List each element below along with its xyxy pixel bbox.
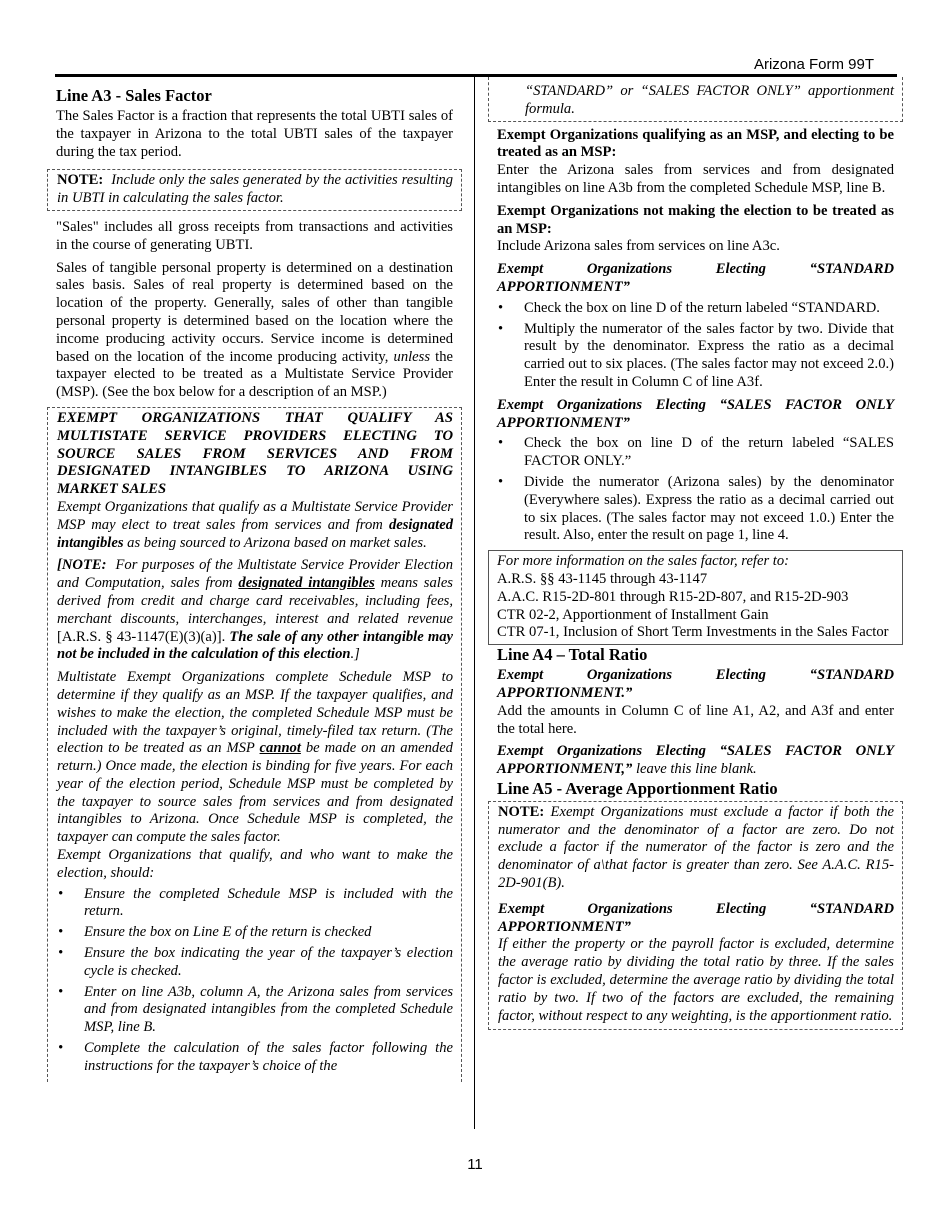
msp-p2-a: For purposes of the Multistate Service Provider Election and Computation, sales from: [57, 557, 453, 592]
info-ref: A.A.C. R15-2D-801 through R15-2D-807, and R15-2D-903: [497, 588, 849, 605]
info-box: [488, 550, 903, 645]
tangible-unless: unless: [393, 348, 430, 365]
msp-p3-b: be made on an amended return.) Once made, the election is binding for five years. For each year of the election period, Schedule MSP must be completed by the taxpayer to source sales from services and from designated intangibles to Arizona. Once Schedule MSP is completed, the taxpayer can compute the sales factor.: [57, 740, 453, 846]
line-a3-heading: Line A3 - Sales Factor: [56, 86, 212, 105]
msp-p1: [57, 499, 453, 552]
msp-p2-label: [NOTE:: [57, 557, 107, 574]
a5-note-label: NOTE:: [498, 803, 545, 820]
msp-bullet: • Ensure the completed Schedule MSP is included with the return.: [57, 886, 453, 922]
msp-p1-b: as being sourced to Arizona based on market sales.: [127, 534, 427, 551]
msp-box: [47, 407, 462, 1082]
column-divider: [474, 77, 475, 1129]
note-label: NOTE:: [57, 172, 104, 189]
msp-bullet-list: [57, 886, 453, 1076]
msp-not-heading: Exempt Organizations not making the election to be treated as an MSP:: [497, 202, 894, 237]
line-a5-heading: Line A5 - Average Apportionment Ratio: [497, 778, 778, 798]
std-bullet-list: [497, 300, 894, 392]
form-title: Arizona Form 99T: [753, 56, 874, 73]
note-text: Include only the sales generated by the activities resulting in UBTI in calculating the sales factor.: [57, 172, 454, 207]
msp-p2: [57, 557, 453, 664]
a4-sfo-text: leave this line blank.: [635, 761, 757, 778]
msp-bullet: • Enter on line A3b, column A, the Arizona sales from services and from designated intangibles from the completed Schedule MSP, line B.: [57, 984, 453, 1037]
a4-std-heading: Exempt Organizations Electing “STANDARD APPORTIONMENT.”: [497, 667, 894, 701]
a5-note-text: Exempt Organizations must exclude a factor if both the numerator and the denominator of a factor are zero. Do not exclude a factor if the numerator of the factor is zero and the denominator of a\that factor is greater than zero. See A.A.C. R15-2D-901(B).: [498, 803, 894, 892]
sfo-bullet: • Check the box on line D of the return labeled “SALES FACTOR ONLY.”: [497, 435, 894, 471]
msp-not-text: Include Arizona sales from services on line A3c.: [497, 238, 780, 255]
msp-p2-cite: [A.R.S. § 43-1147(E)(3)(a)].: [57, 628, 226, 645]
a4-sfo: [497, 743, 894, 779]
a5-std-text: If either the property or the payroll factor is excluded, determine the average ratio by dividing the total ratio by three. If the sales factor is excluded, determine the average ratio by dividing the total ratio by two. If two of the factors are excluded, the remaining factor, without respect to any weighting, is the apportionment ratio.: [498, 936, 894, 1024]
msp-p2-b: means sales derived from credit and charge card receivables, including fees, merchant discounts, interchanges, interest and related revenue: [57, 575, 453, 627]
msp-p2-bold: The sale of any other intangible may not be included in the calculation of this election: [57, 628, 453, 663]
right-column: [497, 77, 894, 1030]
std-bullet: • Multiply the numerator of the sales factor by two. Divide that result by the denominator. Express the ratio as a decimal carried out to six places. (The sales factor may not exceed 2.0.) Enter the result in Column C of line A3f.: [497, 321, 894, 392]
std-heading: Exempt Organizations Electing “STANDARD APPORTIONMENT”: [497, 261, 894, 295]
continued-text: “STANDARD” or “SALES FACTOR ONLY” apportionment formula.: [525, 83, 894, 117]
msp-p1-a: Exempt Organizations that qualify as a Multistate Service Provider MSP may elect to treat sales from services and from: [57, 498, 453, 533]
tangible-text-1: Sales of tangible personal property is determined on a destination sales basis. Sales of real property is determined based on the location of the property. Generally, sales of other than tangible personal property is determined based on the location where the income producing activity occurs. Service income is determined based on the location of the income producing activity,: [56, 259, 453, 365]
msp-bullet: • Ensure the box indicating the year of the taxpayer’s election cycle is checked.: [57, 945, 453, 981]
std-bullet: • Check the box on line D of the return labeled “STANDARD.: [497, 300, 894, 318]
a4-sfo-heading: Exempt Organizations Electing “SALES FACTOR ONLY APPORTIONMENT,”: [497, 743, 894, 778]
info-ref: CTR 07-1, Inclusion of Short Term Investments in the Sales Factor: [497, 624, 889, 641]
line-a4-heading: Line A4 – Total Ratio: [497, 645, 648, 665]
info-ref: CTR 02-2, Apportionment of Installment Gain: [497, 606, 769, 623]
tangible-text-2: the taxpayer elected to be treated as a Multistate Service Provider (MSP). (See the box below for a description of an MSP.): [56, 348, 453, 401]
note-box: [47, 169, 462, 211]
msp-p2-underline: designated intangibles: [238, 575, 375, 592]
msp-elect-heading: Exempt Organizations qualifying as an MSP, and electing to be treated as an MSP:: [497, 126, 894, 161]
info-ref: A.R.S. §§ 43-1145 through 43-1147: [497, 570, 708, 587]
info-intro: For more information on the sales factor, refer to:: [497, 553, 789, 570]
msp-bullet: • Ensure the box on Line E of the return is checked: [57, 924, 453, 942]
page-number: 11: [467, 1156, 483, 1173]
a5-std-heading: Exempt Organizations Electing “STANDARD APPORTIONMENT”: [498, 900, 894, 935]
sfo-heading: Exempt Organizations Electing “SALES FACTOR ONLY APPORTIONMENT”: [497, 396, 894, 431]
msp-p2-end: .]: [350, 646, 360, 663]
continued-box: [488, 77, 903, 122]
left-column: [56, 77, 453, 1082]
msp-p1-bold: designated intangibles: [57, 516, 453, 551]
msp-p3-a: Multistate Exempt Organizations complete Schedule MSP to determine if they qualify as an MSP. If the taxpayer qualifies, and wishes to make the election, the completed Schedule MSP must be included with the taxpayer’s original, timely-filed tax return. (The election to be treated as an MSP: [57, 669, 453, 757]
sfo-bullet-list: [497, 435, 894, 545]
msp-p3: [57, 669, 453, 847]
msp-bullet: • Complete the calculation of the sales factor following the instructions for the taxpayer’s choice of the: [57, 1040, 453, 1076]
msp-elect-text: Enter the Arizona sales from services and from designated intangibles on line A3b from the completed Schedule MSP, line B.: [497, 162, 894, 196]
sales-definition: "Sales" includes all gross receipts from transactions and activities in the course of generating UBTI.: [56, 218, 453, 253]
a3-intro: The Sales Factor is a fraction that represents the total UBTI sales of the taxpayer in Arizona to the total UBTI sales of the taxpayer during the tax period.: [56, 108, 453, 160]
msp-p3-cannot: cannot: [259, 740, 301, 757]
sfo-bullet: • Divide the numerator (Arizona sales) by the denominator (Everywhere sales). Express the ratio as a decimal carried out to six places. (The sales factor may not exceed 1.0.) Enter the result. Also, enter the result on page 1, line 4.: [497, 474, 894, 545]
tangible-paragraph: [56, 260, 453, 402]
a5-box: [488, 801, 903, 1031]
msp-box-title: EXEMPT ORGANIZATIONS THAT QUALIFY AS MULTISTATE SERVICE PROVIDERS ELECTING TO SOURCE SALES FROM SERVICES AND FROM DESIGNATED INTANGIBLES TO ARIZONA USING MARKET SALES: [57, 409, 453, 498]
a4-std-text: Add the amounts in Column C of line A1, A2, and A3f and enter the total here.: [497, 702, 894, 737]
msp-p4: Exempt Organizations that qualify, and who want to make the election, should:: [57, 847, 453, 881]
